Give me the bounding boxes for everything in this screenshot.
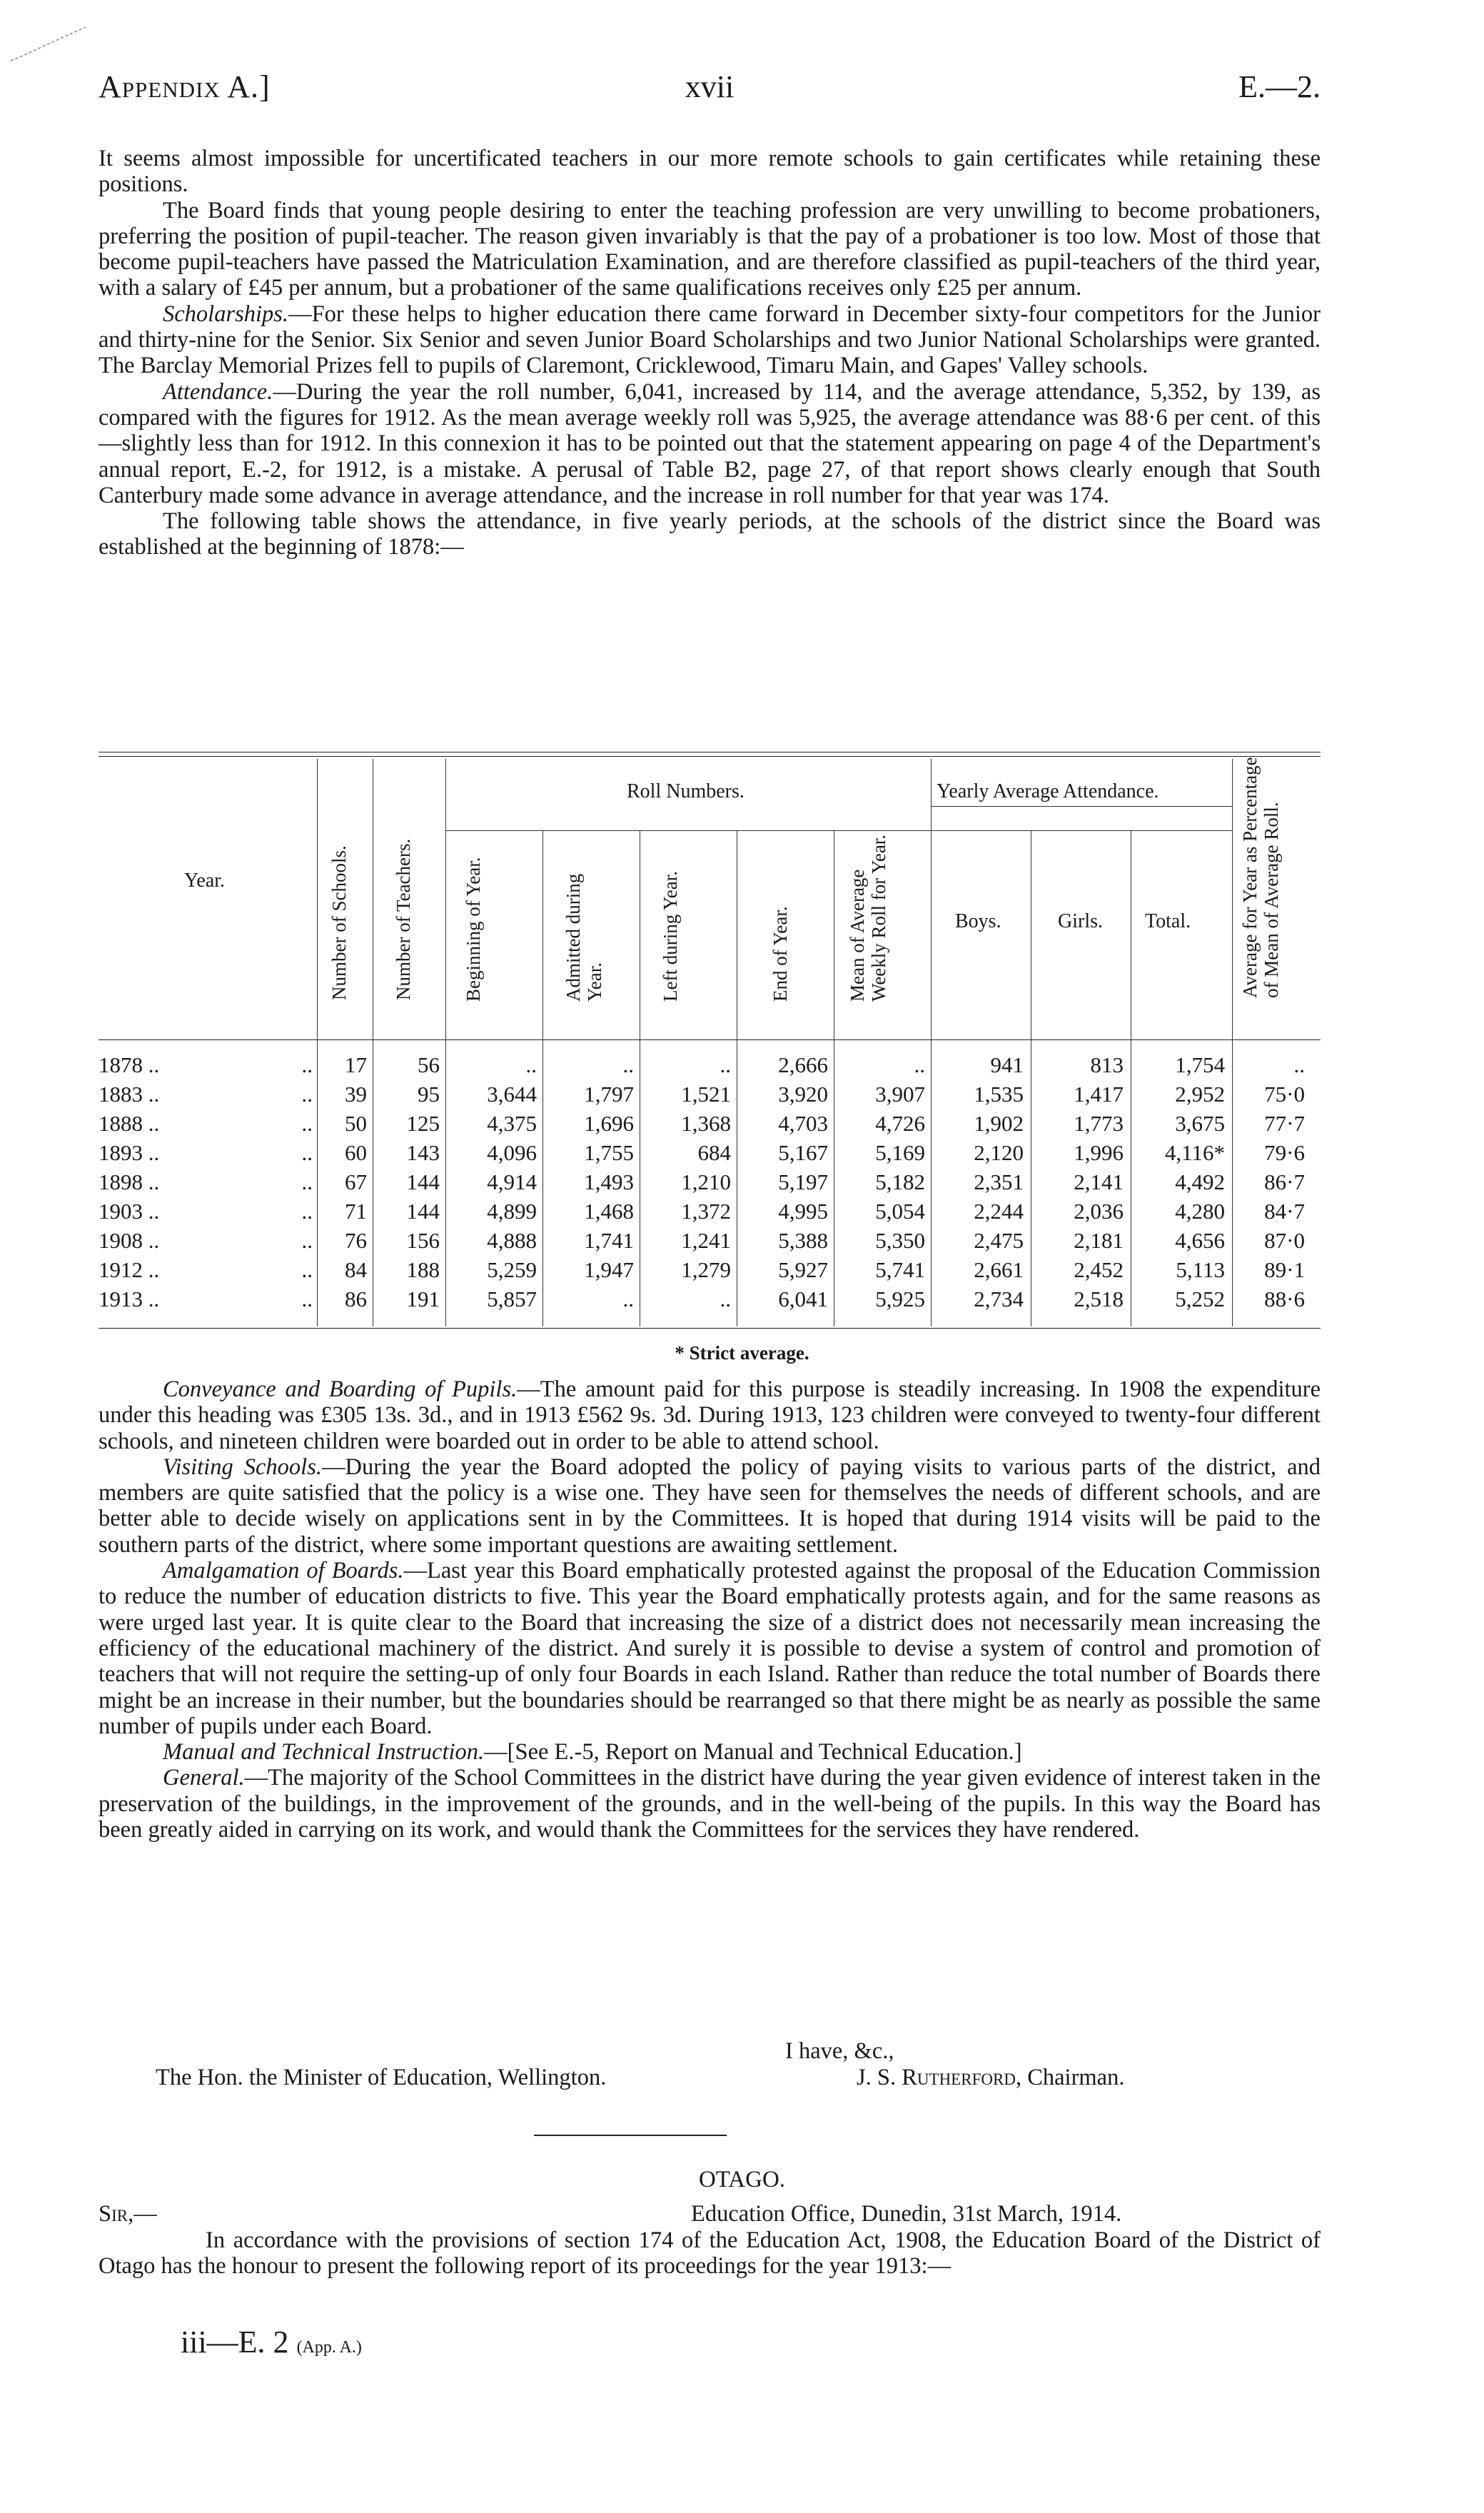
table-cell-year: 1893 .. [99,1140,160,1165]
table-cell: .. [301,1052,313,1077]
table-cell: 144 [406,1169,440,1194]
table-cell: 88·6 [1264,1286,1305,1311]
table-cell: 2,141 [1074,1169,1124,1194]
table-cell: 2,120 [974,1140,1024,1165]
table-cell: 2,351 [974,1169,1024,1194]
table-cell: 1,755 [584,1140,634,1165]
table-cell: 56 [418,1052,440,1077]
table-cell: 4,656 [1175,1228,1225,1253]
table-cell: 1,902 [974,1111,1024,1136]
table-cell: 87·0 [1264,1228,1305,1253]
running-header [99,69,1321,119]
table-cell-year: 1888 .. [99,1111,160,1136]
table-cell: 4,899 [487,1199,537,1224]
group-header-roll: Roll Numbers. [627,780,744,802]
table-cell: 4,914 [487,1169,537,1194]
table-cell: .. [720,1286,731,1311]
table-cell: .. [301,1228,313,1253]
table-cell: 2,952 [1175,1082,1225,1107]
table-cell: 39 [345,1082,367,1107]
paragraph-heading: Scholarships. [163,301,289,327]
table-cell: 684 [697,1140,731,1165]
table-cell: 5,927 [778,1257,828,1282]
table-cell: .. [525,1052,537,1077]
table-cell: 95 [418,1082,440,1107]
table-cell: .. [301,1082,313,1107]
table-cell: 1,696 [584,1111,634,1136]
paragraph-heading: Conveyance and Boarding of Pupils. [163,1376,518,1402]
otago-intro-paragraph: In accordance with the provisions of section 174 of the Education Act, 1908, the Education Board of the District of Otago has the honour to present the following report of its proceedings for the year 1913:— [99,2227,1321,2280]
table-cell: 813 [1090,1052,1124,1077]
table-cell-year: 1883 .. [99,1082,160,1107]
table-cell-year: 1898 .. [99,1169,160,1194]
table-cell: 5,197 [778,1169,828,1194]
table-cell: 2,661 [974,1257,1024,1282]
table-cell-year: 1903 .. [99,1199,160,1224]
table-cell: 1,493 [584,1169,634,1194]
table-cell: 84 [345,1257,367,1282]
table-cell: 5,054 [875,1199,925,1224]
table-cell-year: 1913 .. [99,1286,160,1311]
table-cell: 3,644 [487,1082,537,1107]
table-cell: 1,417 [1074,1082,1124,1107]
table-cell: 4,116* [1164,1140,1225,1165]
table-cell: 941 [990,1052,1024,1077]
table-cell-year: 1912 .. [99,1257,160,1282]
table-cell: 1,947 [584,1257,634,1282]
table-cell: 5,350 [875,1228,925,1253]
table-cell: 3,907 [875,1082,925,1107]
signature-mark: iii—E. 2 (App. A.) [181,2325,362,2360]
table-cell: 4,995 [778,1199,828,1224]
table-cell: 1,521 [681,1082,731,1107]
table-cell: .. [301,1199,313,1224]
table-cell: 1,797 [584,1082,634,1107]
paragraph: It seems almost impossible for uncertificated teachers in our more remote schools to gain certificates while retaining these positions. [99,146,1321,198]
table-cell: 2,475 [974,1228,1024,1253]
table-cell: 5,182 [875,1169,925,1194]
addressee: The Hon. the Minister of Education, Wellington. [156,2065,607,2090]
table-cell: .. [622,1286,634,1311]
office-dateline: Education Office, Dunedin, 31st March, 1914. [691,2201,1122,2227]
table-cell: .. [914,1052,925,1077]
table-cell: 2,244 [974,1199,1024,1224]
table-cell: 125 [406,1111,440,1136]
table-cell: 191 [406,1286,440,1311]
table-cell: .. [301,1257,313,1282]
table-cell: 5,388 [778,1228,828,1253]
table-cell: 1,468 [584,1199,634,1224]
table-cell: 76 [345,1228,367,1253]
report-body-top [99,146,1321,560]
section-divider [534,2135,727,2136]
table-cell: 1,368 [681,1111,731,1136]
group-header-attendance: Yearly Average Attendance. [937,780,1159,802]
table-cell: 2,181 [1074,1228,1124,1253]
table-cell: 60 [345,1140,367,1165]
table-cell: .. [301,1140,313,1165]
table-cell: 5,857 [487,1286,537,1311]
paragraph-heading: Amalgamation of Boards. [163,1558,404,1584]
table-cell: 75·0 [1264,1082,1305,1107]
table-cell: 4,492 [1175,1169,1225,1194]
salutation: Sir,— [99,2201,157,2227]
table-cell: .. [301,1169,313,1194]
table-cell: 50 [345,1111,367,1136]
table-cell: 5,113 [1176,1257,1225,1282]
table-cell: 79·6 [1264,1140,1305,1165]
col-header-end: End of Year. [769,906,791,1002]
table-cell: 3,920 [778,1082,828,1107]
table-cell: 4,096 [487,1140,537,1165]
paragraph-heading: General. [163,1765,245,1791]
paragraph: The following table shows the attendance, in five yearly periods, at the schools of the district since the Board was established at the beginning of 1878:— [99,508,1321,560]
table-cell: 5,252 [1175,1286,1225,1311]
table-cell: 4,375 [487,1111,537,1136]
table-cell: 1,996 [1074,1140,1124,1165]
table-cell: 1,210 [681,1169,731,1194]
col-header-boys: Boys. [955,910,1001,932]
table-cell: 4,280 [1175,1199,1225,1224]
header-appendix: Appendix A.] [99,69,271,104]
report-body-bottom [99,1376,1321,1843]
table-cell: 67 [345,1169,367,1194]
table-footnote: * Strict average. [675,1342,809,1364]
table-cell: 2,666 [778,1052,828,1077]
paragraph: Attendance.—During the year the roll number, 6,041, increased by 114, and the average attendance, 5,352, by 139, as compared with the figures for 1912. As the mean average weekly roll was 5,925, the average attendance was 88·6 per cent. of this—slightly less than for 1912. In this connexion it has to be pointed out that the statement appearing on page 4 of the Department's annual report, E.-2, for 1912, is a mistake. A perusal of Table B2, page 27, of that report shows clearly enough that South Canterbury made some advance in average attendance, and the increase in roll number for that year was 174. [99,378,1321,508]
table-cell: .. [301,1286,313,1311]
col-header-teachers: Number of Teachers. [393,838,414,1000]
table-cell: 77·7 [1264,1111,1305,1136]
paragraph: Conveyance and Boarding of Pupils.—The amount paid for this purpose is steadily increasing. In 1908 the expenditure under this heading was £305 13s. 3d., and in 1913 £562 9s. 3d. During 1913, 123 children were conveyed to twenty-four different schools, and nineteen children were boarded out in order to be able to attend school. [99,1376,1321,1454]
col-header-admitted: Admitted during Year. [562,873,605,1002]
table-cell: 2,036 [1074,1199,1124,1224]
paragraph: Amalgamation of Boards.—Last year this Board emphatically protested against the proposal of the Education Commission to reduce the number of education districts to five. This year the Board emphatically protests again, and for the same reasons as were urged last year. It is quite clear to the Board that increasing the size of a district does not necessarily mean increasing the efficiency of the educational machinery of the district. And surely it is possible to devise a system of control and promotion of teachers that will not require the setting-up of only four Boards in each Island. Rather than reduce the total number of Boards there might be an increase in their number, but the boundaries should be rearranged so that there might be as nearly as possible the same number of pupils under each Board. [99,1558,1321,1739]
paragraph: The Board finds that young people desiring to enter the teaching profession are very unwilling to become probationers, preferring the position of pupil-teacher. The reason given invariably is that the pay of a probationer is too low. Most of those that become pupil-teachers have passed the Matriculation Examination, and are therefore classified as pupil-teachers of the third year, with a salary of £45 per annum, but a probationer of the same qualifications receives only £25 per annum. [99,197,1321,301]
table-cell: 84·7 [1264,1199,1305,1224]
paragraph: Manual and Technical Instruction.—[See E.-5, Report on Manual and Technical Education.] [163,1739,1022,1766]
table-cell: .. [1293,1052,1305,1077]
header-page-number: xvii [685,69,735,104]
attendance-table [99,752,1321,1337]
col-header-mean: Mean of Average Weekly Roll for Year. [847,834,889,1002]
table-cell: 2,734 [974,1286,1024,1311]
table-cell: 3,675 [1175,1111,1225,1136]
col-header-schools: Number of Schools. [328,845,350,1000]
table-cell: 156 [406,1228,440,1253]
table-cell: 1,279 [681,1257,731,1282]
pencil-mark [7,21,93,64]
col-header-year: Year. [184,870,226,892]
table-cell: 5,741 [875,1257,925,1282]
table-cell: 5,169 [875,1140,925,1165]
table-cell: 4,703 [778,1111,828,1136]
table-cell: 2,452 [1074,1257,1124,1282]
table-cell: 1,241 [681,1228,731,1253]
table-cell: 144 [406,1199,440,1224]
table-cell: .. [301,1111,313,1136]
section-heading-otago: OTAGO. [698,2167,786,2192]
table-cell: 17 [345,1052,367,1077]
table-cell: 143 [406,1140,440,1165]
col-header-total: Total. [1145,910,1191,932]
table-cell: 6,041 [778,1286,828,1311]
signatory: J. S. Rutherford, Chairman. [857,2065,1125,2090]
table-cell: 71 [345,1199,367,1224]
table-cell: 1,754 [1175,1052,1225,1077]
col-header-beginning: Beginning of Year. [463,857,484,1002]
paragraph: General.—The majority of the School Committees in the district have during the year given evidence of interest taken in the preservation of the buildings, in the improvement of the grounds, and in the well-being of the pupils. In this way the Board has been greatly aided in carrying on its work, and would thank the Committees for the services they have rendered. [99,1765,1321,1843]
table-cell: 1,741 [584,1228,634,1253]
table-cell: 4,726 [875,1111,925,1136]
table-cell: 86 [345,1286,367,1311]
table-cell: 1,372 [681,1199,731,1224]
table-cell: 188 [406,1257,440,1282]
table-cell: .. [720,1052,731,1077]
col-header-percentage: Average for Year as Percentage of Mean of Average Roll. [1239,757,1282,998]
paragraph-heading: Attendance. [163,378,273,405]
table-cell: 5,259 [487,1257,537,1282]
paragraph: Scholarships.—For these helps to higher education there came forward in December sixty-four competitors for the Junior and thirty-nine for the Senior. Six Senior and seven Junior Board Scholarships and two Junior National Scholarships were granted. The Barclay Memorial Prizes fell to pupils of Claremont, Cricklewood, Timaru Main, and Gapes' Valley schools. [99,301,1321,379]
table-cell: 2,518 [1074,1286,1124,1311]
col-header-girls: Girls. [1058,910,1103,932]
table-cell-year: 1878 .. [99,1052,160,1077]
paragraph-heading: Manual and Technical Instruction. [163,1739,485,1766]
closing-formula: I have, &c., [785,2038,894,2064]
table-cell: 1,773 [1074,1111,1124,1136]
table-cell: 86·7 [1264,1169,1305,1194]
table-cell-year: 1908 .. [99,1228,160,1253]
table-cell: 5,167 [778,1140,828,1165]
paragraph: Visiting Schools.—During the year the Board adopted the policy of paying visits to various parts of the district, and members are quite satisfied that the policy is a wise one. They have seen for themselves the needs of different schools, and are better able to decide wisely on applications sent in by the Committees. It is hoped that during 1914 visits will be paid to the southern parts of the district, where some important questions are awaiting settlement. [99,1454,1321,1558]
paragraph-heading: Visiting Schools. [163,1454,322,1480]
table-cell: 1,535 [974,1082,1024,1107]
table-cell: 89·1 [1264,1257,1305,1282]
table-cell: 4,888 [487,1228,537,1253]
table-cell: 5,925 [875,1286,925,1311]
header-document-code: E.—2. [1238,69,1321,104]
table-cell: .. [622,1052,634,1077]
col-header-left: Left during Year. [660,871,681,1002]
